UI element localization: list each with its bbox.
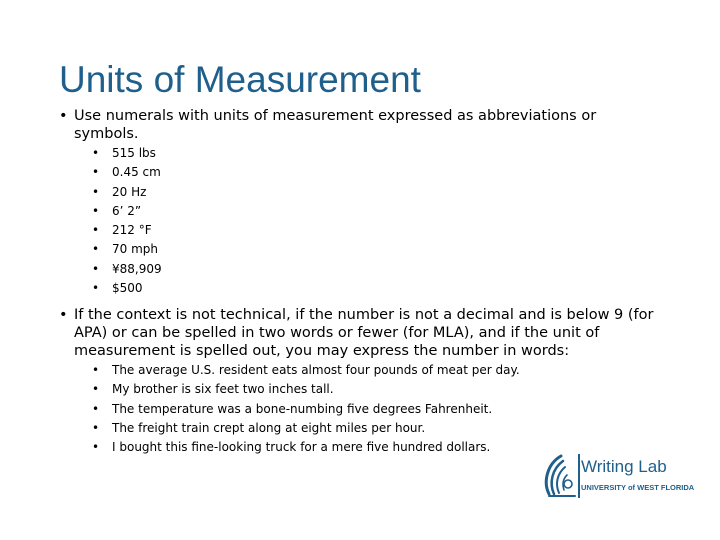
list-item: • I bought this fine-looking truck for a mere five hundred dollars. <box>92 438 520 457</box>
list-item: • ¥88,909 <box>92 260 162 279</box>
bullet-dot: • <box>92 261 100 276</box>
list-item: • 20 Hz <box>92 183 162 202</box>
bullet-dot: • <box>92 420 100 435</box>
bullet-dot: • <box>59 108 68 124</box>
logo-title: Writing Lab <box>581 457 667 476</box>
list-item: • The temperature was a bone-numbing five degrees Fahrenheit. <box>92 400 520 419</box>
list-item: • The freight train crept along at eight miles per hour. <box>92 419 520 438</box>
bullet-words-text: If the context is not technical, if the number is not a decimal and is below 9 (for APA) or can be spelled in two words or fewer (for MLA), and if the unit of measurement is spelled out, you may express the number in words: <box>74 307 654 359</box>
list-item: • 6’ 2” <box>92 202 162 221</box>
bullet-dot: • <box>59 307 68 323</box>
bullet-dot: • <box>92 184 100 199</box>
logo-subtitle: UNIVERSITY of WEST FLORIDA <box>581 483 695 492</box>
bullet-dot: • <box>92 382 100 397</box>
bullet-dot: • <box>92 242 100 257</box>
bullet-dot: • <box>92 146 100 160</box>
word-examples-list <box>92 361 520 457</box>
list-item: • 212 °F <box>92 221 162 240</box>
list-item: • $500 <box>92 279 162 298</box>
list-item: • The average U.S. resident eats almost four pounds of meat per day. <box>92 361 520 380</box>
slide-title: Units of Measurement <box>59 59 421 100</box>
bullet-dot: • <box>92 401 100 416</box>
list-item: • 515 lbs <box>92 144 162 163</box>
bullet-numerals-text: Use numerals with units of measurement expressed as abbreviations or symbols. <box>74 108 597 142</box>
bullet-dot: • <box>92 203 100 218</box>
bullet-dot: • <box>92 440 100 455</box>
list-item: • 70 mph <box>92 240 162 259</box>
bullet-dot: • <box>92 281 100 296</box>
bullet-dot: • <box>92 363 100 377</box>
list-item: • 0.45 cm <box>92 163 162 182</box>
list-item: • My brother is six feet two inches tall. <box>92 380 520 399</box>
bullet-numerals <box>59 107 619 143</box>
bullet-dot: • <box>92 165 100 180</box>
numeral-examples-list <box>92 144 162 298</box>
bullet-dot: • <box>92 223 100 238</box>
bullet-words <box>59 306 659 360</box>
